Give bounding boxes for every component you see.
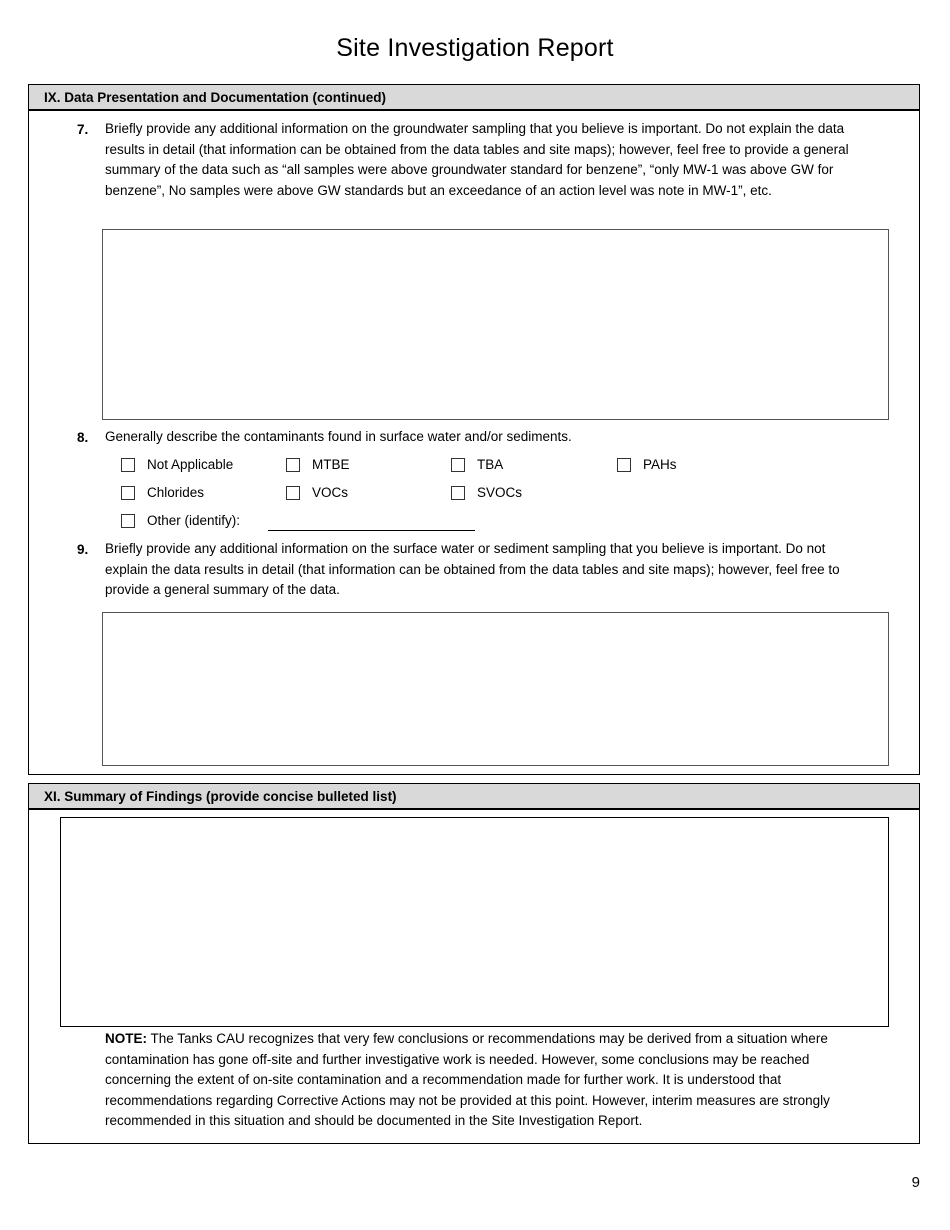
checkbox-not-applicable[interactable] [121, 457, 233, 472]
summary-response-box[interactable] [60, 817, 889, 1027]
checkbox-label: VOCs [312, 485, 349, 500]
checkbox-mtbe[interactable] [286, 457, 350, 472]
checkbox-svocs[interactable] [451, 485, 522, 500]
note-label: NOTE: [105, 1031, 147, 1046]
checkbox-vocs[interactable] [286, 485, 348, 500]
checkbox-label: SVOCs [477, 485, 523, 500]
checkbox-label: MTBE [312, 457, 350, 472]
checkbox-label: TBA [477, 457, 504, 472]
q9-text: Briefly provide any additional information on the surface water or sediment sampling that you believe is important. Do not explain the data results in detail (that information can be obtained from the data tables and site maps); however, feel free to provide a general summary of the data. [105, 541, 840, 597]
checkbox-square[interactable] [286, 458, 300, 472]
checkbox-square[interactable] [286, 486, 300, 500]
q7-number: 7. [77, 122, 89, 137]
q8-text: Generally describe the contaminants found in surface water and/or sediments. [105, 429, 572, 444]
note-text: The Tanks CAU recognizes that very few conclusions or recommendations may be derived from a situation where contamination has gone off-site and further investigative work is needed. However, some conclusions may be reached concerning the extent of on-site contamination and a recommendation made for further work. It is understood that recommendations regarding Corrective Actions may not be provided at this point. However, interim measures are strongly recommended in this situation and should be documented in the Site Investigation Report. [105, 1031, 830, 1128]
checkbox-other[interactable] [121, 513, 240, 528]
q8-number: 8. [77, 430, 89, 445]
checkbox-chlorides[interactable] [121, 485, 204, 500]
section-ix-heading: IX. Data Presentation and Documentation (continued) [29, 85, 919, 111]
checkbox-label: Other (identify): [147, 513, 241, 528]
q7-text: Briefly provide any additional information on the groundwater sampling that you believe is important. Do not explain the data results in detail (that information can be obtained from the data tables and site maps); however, feel free to provide a general summary of the data such as “all samples were above groundwater standard for benzene”, “only MW-1 was above GW for benzene”, No samples were above GW standards but an exceedance of an action level was note in MW-1”, etc. [105, 121, 849, 198]
checkbox-square[interactable] [121, 514, 135, 528]
checkbox-square[interactable] [617, 458, 631, 472]
checkbox-pahs[interactable] [617, 457, 677, 472]
page-title: Site Investigation Report [336, 34, 614, 62]
checkbox-label: PAHs [643, 457, 677, 472]
checkbox-label: Not Applicable [147, 457, 234, 472]
checkbox-tba[interactable] [451, 457, 503, 472]
page-number: 9 [911, 1174, 920, 1191]
checkbox-label: Chlorides [147, 485, 205, 500]
q9-number: 9. [77, 542, 89, 557]
q9-response-box[interactable] [102, 612, 889, 766]
checkbox-square[interactable] [121, 486, 135, 500]
section-xi-heading: XI. Summary of Findings (provide concise bulleted list) [29, 784, 919, 810]
checkbox-square[interactable] [121, 458, 135, 472]
checkbox-square[interactable] [451, 458, 465, 472]
checkbox-square[interactable] [451, 486, 465, 500]
note-paragraph [105, 1029, 850, 1132]
other-identify-line[interactable] [268, 530, 475, 531]
q7-response-box[interactable] [102, 229, 889, 420]
